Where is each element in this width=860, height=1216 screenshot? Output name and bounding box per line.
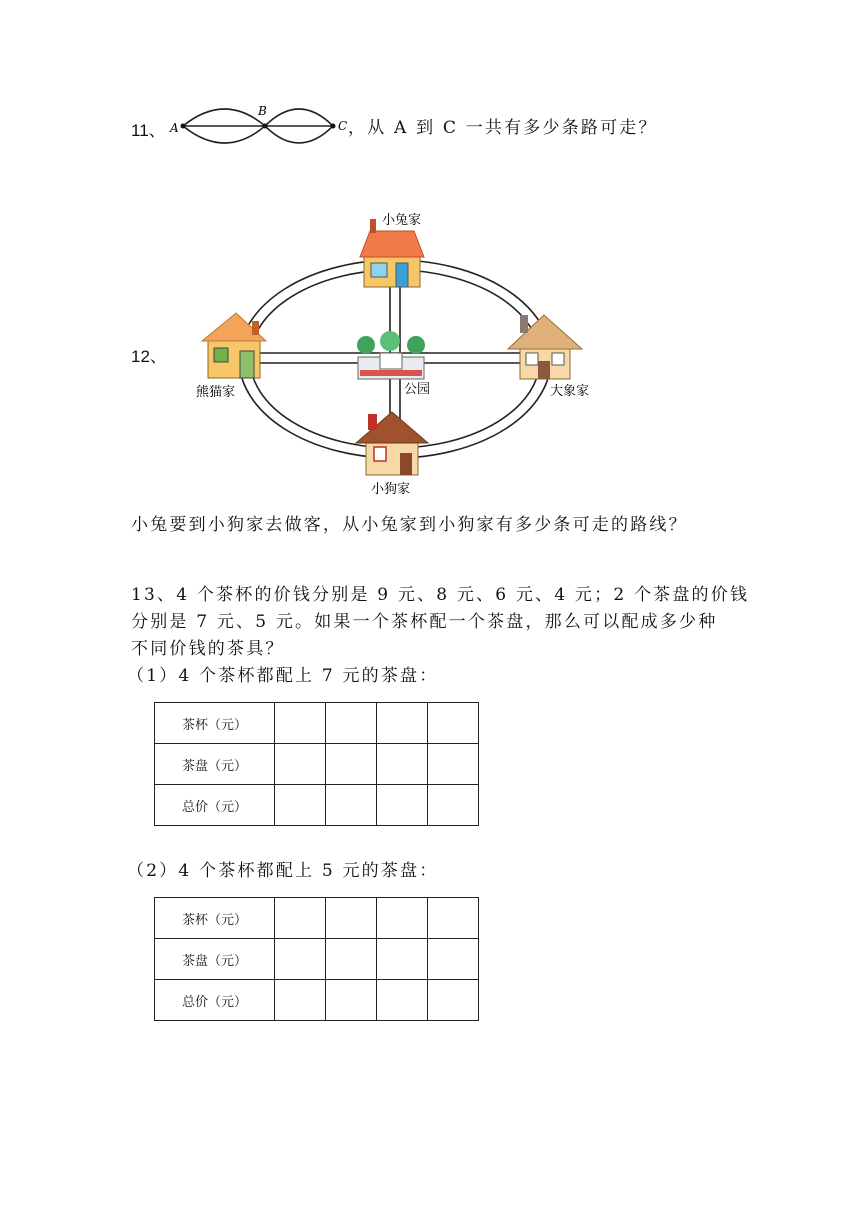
rabbit-house-label: 小兔家 (382, 213, 422, 228)
answer-cell[interactable] (275, 744, 326, 785)
dog-house-label: 小狗家 (371, 482, 411, 497)
elephant-house-icon (508, 315, 582, 379)
pairing-table-2 (154, 897, 479, 1021)
answer-cell[interactable] (275, 703, 326, 744)
q11-path-diagram (165, 96, 350, 154)
table-row (155, 939, 479, 980)
answer-cell[interactable] (275, 939, 326, 980)
q11-number: 11、 (131, 121, 166, 140)
park-label: 公园 (404, 382, 431, 397)
row-header-tray: 茶盘（元） (155, 939, 275, 980)
answer-cell[interactable] (428, 703, 479, 744)
point-a-label: A (170, 121, 179, 135)
row-header-total: 总价（元） (155, 980, 275, 1021)
answer-cell[interactable] (428, 785, 479, 826)
q11-question: ，从 A 到 C 一共有多少条路可走？ (348, 118, 658, 138)
answer-cell[interactable] (377, 980, 428, 1021)
answer-cell[interactable] (275, 898, 326, 939)
panda-house-label: 熊猫家 (196, 385, 236, 400)
point-b-label: B (258, 104, 267, 118)
row-header-total: 总价（元） (155, 785, 275, 826)
table-row (155, 898, 479, 939)
answer-cell[interactable] (326, 980, 377, 1021)
dog-house-icon (356, 412, 428, 475)
point-c-label: C (338, 119, 348, 133)
answer-cell[interactable] (428, 939, 479, 980)
row-header-cup: 茶杯（元） (155, 703, 275, 744)
park-icon (357, 331, 425, 379)
answer-cell[interactable] (275, 980, 326, 1021)
q13-part-1: （1）4 个茶杯都配上 7 元的茶盘： (127, 666, 439, 686)
q12-route-map (190, 205, 610, 500)
elephant-house-label: 大象家 (550, 384, 590, 399)
answer-cell[interactable] (377, 785, 428, 826)
answer-cell[interactable] (377, 898, 428, 939)
rabbit-house-icon (360, 219, 424, 287)
answer-cell[interactable] (428, 744, 479, 785)
answer-cell[interactable] (377, 744, 428, 785)
q13-part-2: （2）4 个茶杯都配上 5 元的茶盘： (127, 861, 439, 881)
answer-cell[interactable] (326, 744, 377, 785)
table-row (155, 703, 479, 744)
table-row (155, 744, 479, 785)
row-header-cup: 茶杯（元） (155, 898, 275, 939)
q13-line-1: 13、4 个茶杯的价钱分别是 9 元、8 元、6 元、4 元；2 个茶盘的价钱 (131, 585, 750, 605)
answer-cell[interactable] (326, 939, 377, 980)
q12-number: 12、 (131, 347, 167, 366)
row-header-tray: 茶盘（元） (155, 744, 275, 785)
table-row (155, 785, 479, 826)
answer-cell[interactable] (428, 898, 479, 939)
table-row (155, 980, 479, 1021)
pairing-table-1 (154, 702, 479, 826)
answer-cell[interactable] (377, 939, 428, 980)
answer-cell[interactable] (377, 703, 428, 744)
q12-question: 小兔要到小狗家去做客，从小兔家到小狗家有多少条可走的路线？ (131, 515, 688, 535)
answer-cell[interactable] (326, 898, 377, 939)
answer-cell[interactable] (326, 703, 377, 744)
q13-line-3: 不同价钱的茶具？ (131, 639, 285, 659)
panda-house-icon (202, 313, 266, 378)
q13-line-2: 分别是 7 元、5 元。如果一个茶杯配一个茶盘，那么可以配成多少种 (131, 612, 718, 632)
answer-cell[interactable] (275, 785, 326, 826)
answer-cell[interactable] (326, 785, 377, 826)
answer-cell[interactable] (428, 980, 479, 1021)
